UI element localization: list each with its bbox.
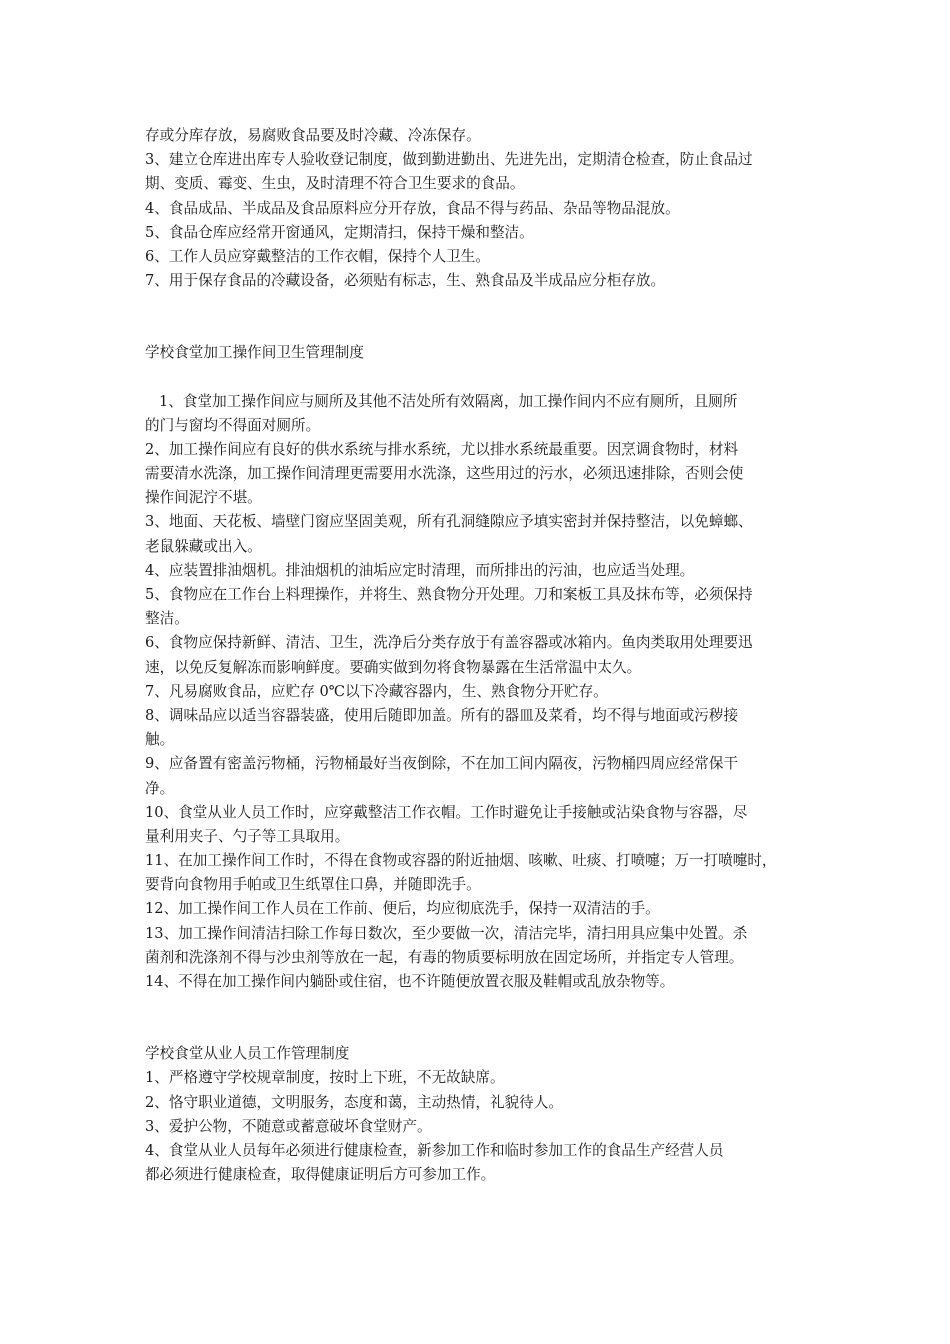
paragraph-line: 都必须进行健康检查，取得健康证明后方可参加工作。 xyxy=(145,1166,496,1184)
paragraph-line: 9、应备置有密盖污物桶，污物桶最好当夜倒除，不在加工间内隔夜，污物桶四周应经常保干 xyxy=(145,755,739,773)
paragraph-line: 速，以免反复解冻而影响鲜度。要确实做到勿将食物暴露在生活常温中太久。 xyxy=(145,658,642,676)
document-page xyxy=(145,124,825,1187)
section-title: 学校食堂加工操作间卫生管理制度 xyxy=(145,344,364,362)
paragraph-line: 7、凡易腐败食品，应贮存 0℃以下冷藏容器内，生、熟食物分开贮存。 xyxy=(145,682,608,700)
paragraph-line: 4、食品成品、半成品及食品原料应分开存放，食品不得与药品、杂品等物品混放。 xyxy=(145,199,680,217)
paragraph-line: 11、在加工操作间工作时，不得在食物或容器的附近抽烟、咳嗽、吐痰、打喷嚏；万一打喷嚏时， xyxy=(145,852,777,870)
paragraph-line: 3、建立仓库进出库专人验收登记制度，做到勤进勤出、先进先出，定期清仓检查，防止食品过 xyxy=(145,151,753,169)
paragraph-line: 4、食堂从业人员每年必须进行健康检查，新参加工作和临时参加工作的食品生产经营人员 xyxy=(145,1141,724,1159)
paragraph-line: 14、不得在加工操作间内躺卧或住宿，也不许随便放置衣服及鞋帽或乱放杂物等。 xyxy=(145,973,675,990)
paragraph-line: 4、应装置排油烟机。排油烟机的油垢应定时清理，而所排出的污油，也应适当处理。 xyxy=(145,561,695,579)
paragraph-line: 5、食品仓库应经常开窗通风，定期清扫，保持干燥和整洁。 xyxy=(145,223,534,241)
storage-section xyxy=(145,124,825,293)
paragraph-line: 13、加工操作间清洁扫除工作每日数次，至少要做一次，清洁完毕，清扫用具应集中处置。杀 xyxy=(145,924,748,942)
paragraph-line: 存或分库存放，易腐败食品要及时冷藏、冷冻保存。 xyxy=(145,127,481,144)
staff-section xyxy=(145,1042,825,1187)
paragraph-line: 要背向食物用手帕或卫生纸罩住口鼻，并随即洗手。 xyxy=(145,876,481,894)
paragraph-line: 需要清水洗涤，加工操作间清理更需要用水洗涤，这些用过的污水，必须迅速排除，否则会使 xyxy=(145,465,744,483)
paragraph-line: 操作间泥泞不堪。 xyxy=(145,489,262,507)
paragraph-line: 2、恪守职业道德，文明服务，态度和蔼，主动热情，礼貌待人。 xyxy=(145,1093,563,1111)
paragraph-line: 3、爱护公物，不随意或蓄意破坏食堂财产。 xyxy=(145,1117,432,1135)
paragraph-line: 3、地面、天花板、墙壁门窗应坚固美观，所有孔洞缝隙应予填实密封并保持整洁，以免蟑螂、 xyxy=(145,513,753,531)
paragraph-line: 12、加工操作间工作人员在工作前、便后，均应彻底洗手，保持一双清洁的手。 xyxy=(145,900,660,918)
paragraph-line: 净。 xyxy=(145,779,175,797)
paragraph-line: 1、食堂加工操作间应与厕所及其他不洁处所有效隔离，加工操作间内不应有厕所，且厕所 xyxy=(159,392,738,410)
paragraph-line: 老鼠躲藏或出入。 xyxy=(145,537,262,555)
paragraph-line: 的门与窗均不得面对厕所。 xyxy=(145,416,321,434)
paragraph-line: 期、变质、霉变、生虫，及时清理不符合卫生要求的食品。 xyxy=(145,175,525,193)
paragraph-line: 6、食物应保持新鲜、清洁、卫生，洗净后分类存放于有盖容器或冰箱内。鱼肉类取用处理要迅 xyxy=(145,634,753,652)
paragraph-line: 5、食物应在工作台上料理操作，并将生、熟食物分开处理。刀和案板工具及抹布等，必须保持 xyxy=(145,586,753,603)
paragraph-line: 8、调味品应以适当容器装盛，使用后随即加盖。所有的器皿及菜肴，均不得与地面或污秽接 xyxy=(145,706,739,724)
paragraph-line: 1、严格遵守学校规章制度，按时上下班，不无故缺席。 xyxy=(145,1069,505,1087)
paragraph-line: 2、加工操作间应有良好的供水系统与排水系统，尤以排水系统最重要。因烹调食物时，材料 xyxy=(145,440,739,458)
paragraph-line: 6、工作人员应穿戴整洁的工作衣帽，保持个人卫生。 xyxy=(145,247,490,265)
paragraph-line: 整洁。 xyxy=(145,610,189,628)
paragraph-line: 量利用夹子、勺子等工具取用。 xyxy=(145,827,350,845)
paragraph-line: 10、食堂从业人员工作时，应穿戴整洁工作衣帽。工作时避免让手接触或沾染食物与容器，尽 xyxy=(145,803,748,821)
paragraph-line: 7、用于保存食品的冷藏设备，必须贴有标志，生、熟食品及半成品应分柜存放。 xyxy=(145,272,666,290)
processing-section xyxy=(145,341,825,994)
paragraph-line: 菌剂和洗涤剂不得与沙虫剂等放在一起，有毒的物质要标明放在固定场所，并指定专人管理。 xyxy=(145,948,744,966)
section-title: 学校食堂从业人员工作管理制度 xyxy=(145,1045,350,1063)
paragraph-line: 触。 xyxy=(145,731,175,749)
